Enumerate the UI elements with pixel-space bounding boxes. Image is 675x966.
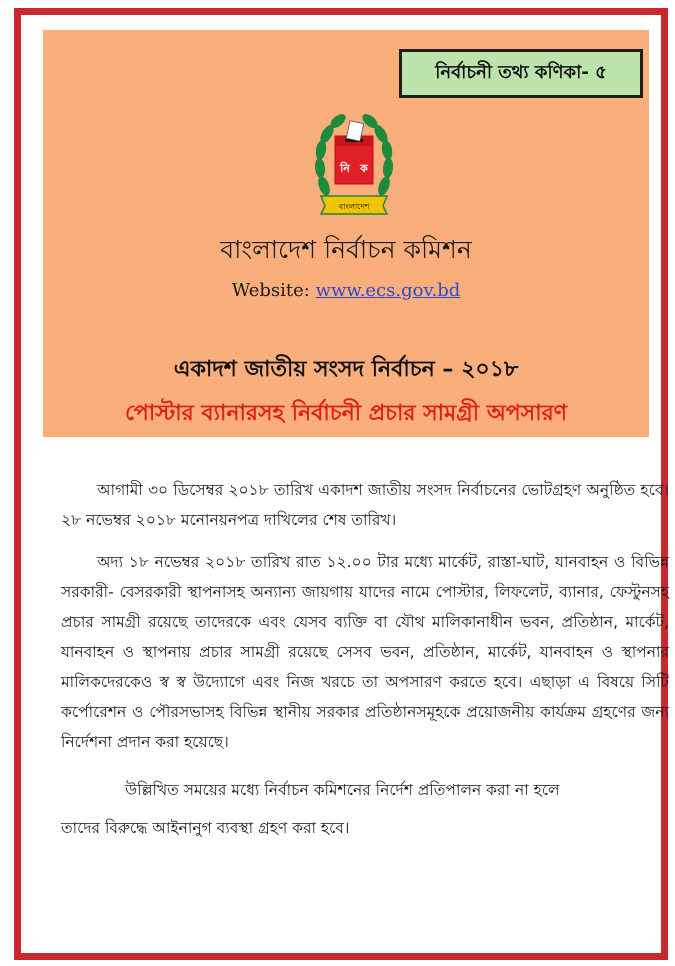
- logo-letter-right: ক: [360, 162, 368, 175]
- logo-ribbon-text: বাংলাদেশ: [338, 202, 370, 211]
- header-panel: [43, 30, 649, 437]
- info-sheet-badge: নির্বাচনী তথ্য কণিকা- ৫: [399, 49, 643, 98]
- website-label: Website:: [231, 280, 310, 301]
- logo-letter-left: নি: [340, 162, 350, 175]
- election-title: একাদশ জাতীয় সংসদ নির্বাচন – ২০১৮: [173, 357, 519, 382]
- paragraph-legal-action: তাদের বিরুদ্ধে আইনানুগ ব্যবস্থা গ্রহণ করা হবে।: [61, 819, 350, 837]
- document-frame: [14, 8, 668, 960]
- paragraph-voting-date: আগামী ৩০ ডিসেম্বর ২০১৮ তারিখ একাদশ জাতীয় সংসদ নির্বাচনের ভোটগ্রহণ অনুষ্ঠিত হবে। ২৮ নভেম্বর ২০১৮ মনোনয়নপত্র দাখিলের শেষ তারিখ।: [61, 481, 669, 529]
- election-commission-logo: [311, 108, 397, 218]
- removal-notice-title: পোস্টার ব্যানারসহ নির্বাচনী প্রচার সামগ্রী অপসারণ: [124, 401, 568, 426]
- paragraph-compliance-warning: উল্লিখিত সময়ের মধ্যে নির্বাচন কমিশনের নির্দেশ প্রতিপালন করা না হলে: [125, 781, 560, 799]
- commission-name: বাংলাদেশ নির্বাচন কমিশন: [220, 235, 472, 264]
- paragraph-removal-instructions: অদ্য ১৮ নভেম্বর ২০১৮ তারিখ রাত ১২.০০ টার মধ্যে মার্কেট, রাস্তা-ঘাট, যানবাহন ও বিভিন্ন সরকারী- বেসরকারী স্থাপনাসহ অন্যান্য জায়গায় যাদের নামে পোস্টার, লিফলেট, ব্যানার, ফেস্টুনসহ প্রচার সামগ্রী রয়েছে তাদেরকে এবং যেসব ব্যক্তি বা যৌথ মালিকানাধীন ভবন, প্রতিষ্ঠান, মার্কেট, যানবাহন ও স্থাপনায় প্রচার সামগ্রী রয়েছে সেসব ভবন, প্রতিষ্ঠান, মার্কেট, যানবাহন ও স্থাপনার মালিকদেরকেও স্ব স্ব উদ্যোগে এবং নিজ খরচে তা অপসারণ করতে হবে। এছাড়া এ বিষয়ে সিটি কর্পোরেশন ও পৌরসভাসহ বিভিন্ন স্থানীয় সরকার প্রতিষ্ঠানসমূহকে প্রয়োজনীয় কার্যক্রম গ্রহণের জন্য নির্দেশনা প্রদান করা হয়েছে।: [61, 553, 669, 751]
- notice-body: [61, 475, 669, 843]
- website-line: [43, 280, 649, 301]
- website-link[interactable]: www.ecs.gov.bd: [315, 280, 461, 301]
